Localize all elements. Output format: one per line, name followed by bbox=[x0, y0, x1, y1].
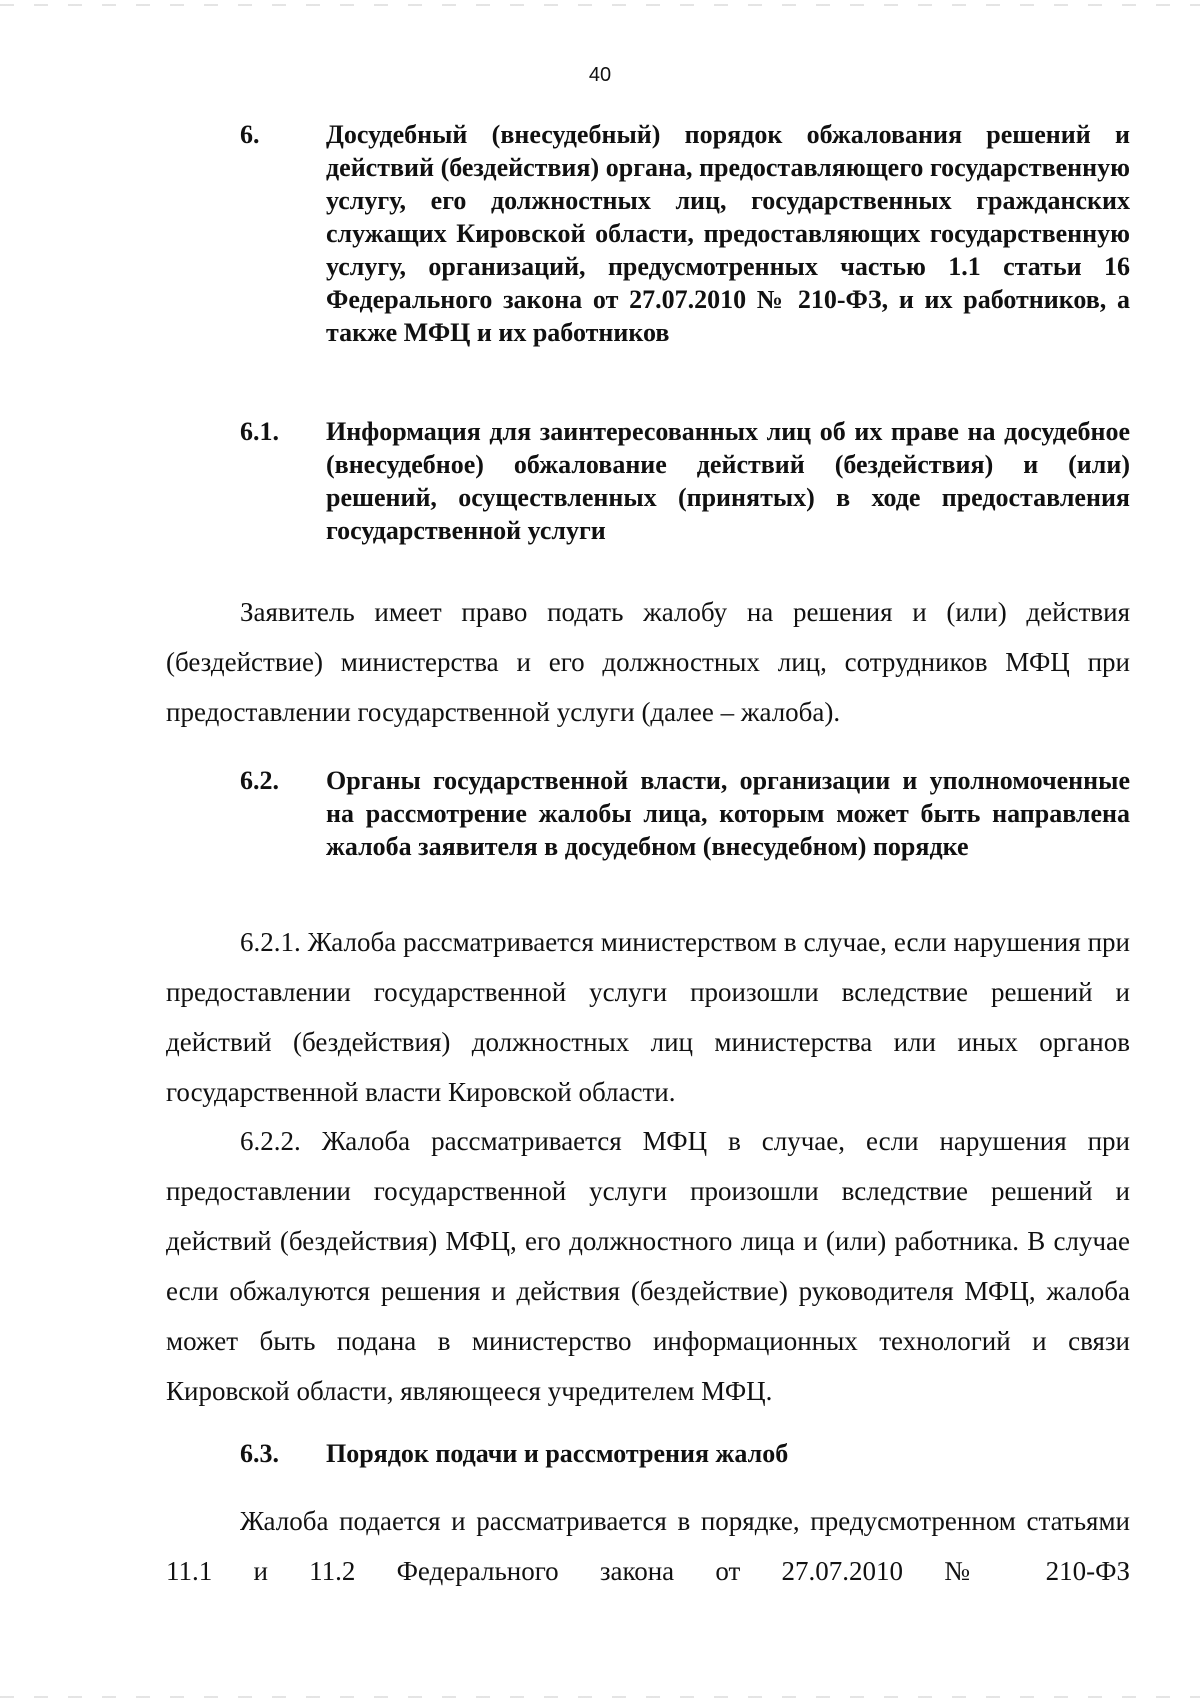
paragraph-6-3: Жалоба подается и рассматривается в порядке, предусмотренном статьями 11.1 и 11.2 Федерального закона от 27.07.2010 № 210-ФЗ bbox=[166, 1506, 1130, 1586]
section-title: Досудебный (внесудебный) порядок обжалования решений и действий (бездействия) органа, предоставляющего государственную услугу, его должностных лиц, государственных гражданских служащих Кировской области, предоставляющих государственную услугу, организаций, предусмотренных частью 1.1 статьи 16 Федерального закона от 27.07.2010 № 210-ФЗ, и их работников, а также МФЦ и их работников bbox=[326, 120, 1130, 347]
section-title: Органы государственной власти, организации и уполномоченные на рассмотрение жалобы лица, которым может быть направлена жалоба заявителя в досудебном (внесудебном) порядке bbox=[326, 766, 1130, 861]
section-title: Информация для заинтересованных лиц об их праве на досудебное (внесудебное) обжалование действий (бездействия) и (или) решений, осуществленных (принятых) в ходе предоставления государственной услуги bbox=[326, 417, 1130, 545]
paragraph-6-1: Заявитель имеет право подать жалобу на решения и (или) действия (бездействие) министерства и его должностных лиц, сотрудников МФЦ при предоставлении государственной услуги (далее – жалоба). bbox=[166, 597, 1130, 727]
scan-artifact-bottom bbox=[0, 1696, 1200, 1698]
section-heading-6-3 bbox=[240, 1437, 1130, 1470]
paragraph-6-2-1: 6.2.1. Жалоба рассматривается министерством в случае, если нарушения при предоставлении государственной услуги произошли вследствие решений и действий (бездействия) должностных лиц министерства или иных органов государственной власти Кировской области. bbox=[166, 927, 1130, 1107]
section-heading-6-1 bbox=[240, 415, 1130, 547]
section-number: 6. bbox=[240, 120, 260, 149]
section-number: 6.1. bbox=[240, 417, 279, 446]
section-heading-6 bbox=[240, 118, 1130, 349]
section-heading-6-2 bbox=[240, 764, 1130, 863]
paragraph-6-2-2: 6.2.2. Жалоба рассматривается МФЦ в случае, если нарушения при предоставлении государственной услуги произошли вследствие решений и действий (бездействия) МФЦ, его должностного лица и (или) работника. В случае если обжалуются решения и действия (бездействие) руководителя МФЦ, жалоба может быть подана в министерство информационных технологий и связи Кировской области, являющееся учредителем МФЦ. bbox=[166, 1126, 1130, 1406]
page-number: 40 bbox=[588, 64, 612, 86]
scan-artifact-top bbox=[0, 4, 1200, 6]
section-title: Порядок подачи и рассмотрения жалоб bbox=[326, 1439, 789, 1468]
section-number: 6.3. bbox=[240, 1439, 279, 1468]
section-number: 6.2. bbox=[240, 766, 279, 795]
